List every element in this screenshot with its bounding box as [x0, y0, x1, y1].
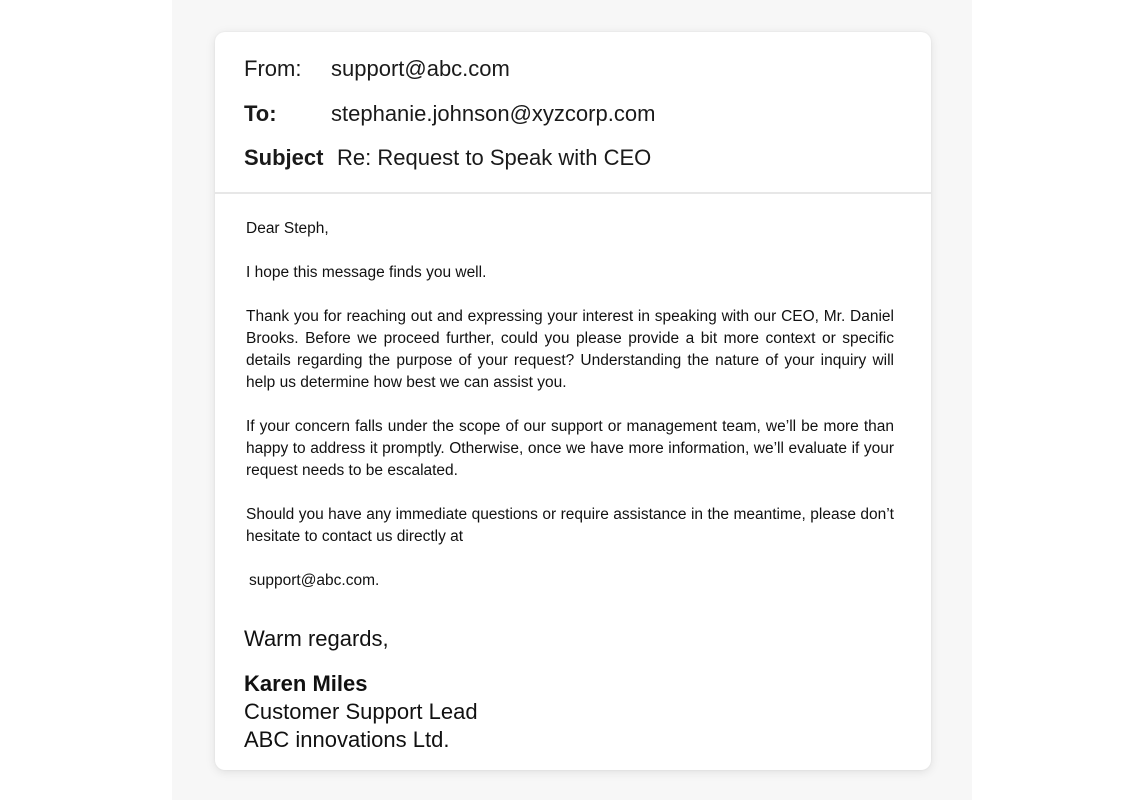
to-label: To: — [244, 101, 277, 126]
from-address[interactable]: support@abc.com — [331, 56, 510, 81]
body-paragraph-1: Thank you for reaching out and expressing your interest in speaking with our CEO, Mr. Daniel Brooks. Before we proceed further, could you please provide a bit more context or specific details regarding the purpose of your request? Understanding the nature of your inquiry will help us determine how best we can assist you. — [246, 308, 894, 391]
closing-line: Warm regards, — [244, 626, 389, 651]
subject-text: Re: Request to Speak with CEO — [337, 145, 652, 170]
email-card — [215, 32, 931, 770]
subject-label: Subject — [244, 145, 324, 170]
contact-email-link[interactable]: support@abc.com. — [249, 572, 380, 589]
body-paragraph-3: Should you have any immediate questions or require assistance in the meantime, please don’t hesitate to contact us directly at — [246, 506, 894, 545]
from-label: From: — [244, 56, 302, 81]
sender-title: Customer Support Lead — [244, 699, 478, 724]
to-address[interactable]: stephanie.johnson@xyzcorp.com — [331, 101, 656, 126]
body-paragraph-2: If your concern falls under the scope of our support or management team, we’ll be more than happy to address it promptly. Otherwise, once we have more information, we’ll evaluate if your request needs to be escalated. — [246, 418, 894, 479]
sender-company: ABC innovations Ltd. — [244, 727, 450, 752]
opening-line: I hope this message finds you well. — [246, 264, 487, 281]
sender-name: Karen Miles — [244, 671, 368, 696]
greeting: Dear Steph, — [246, 220, 329, 237]
email-header — [215, 32, 931, 194]
